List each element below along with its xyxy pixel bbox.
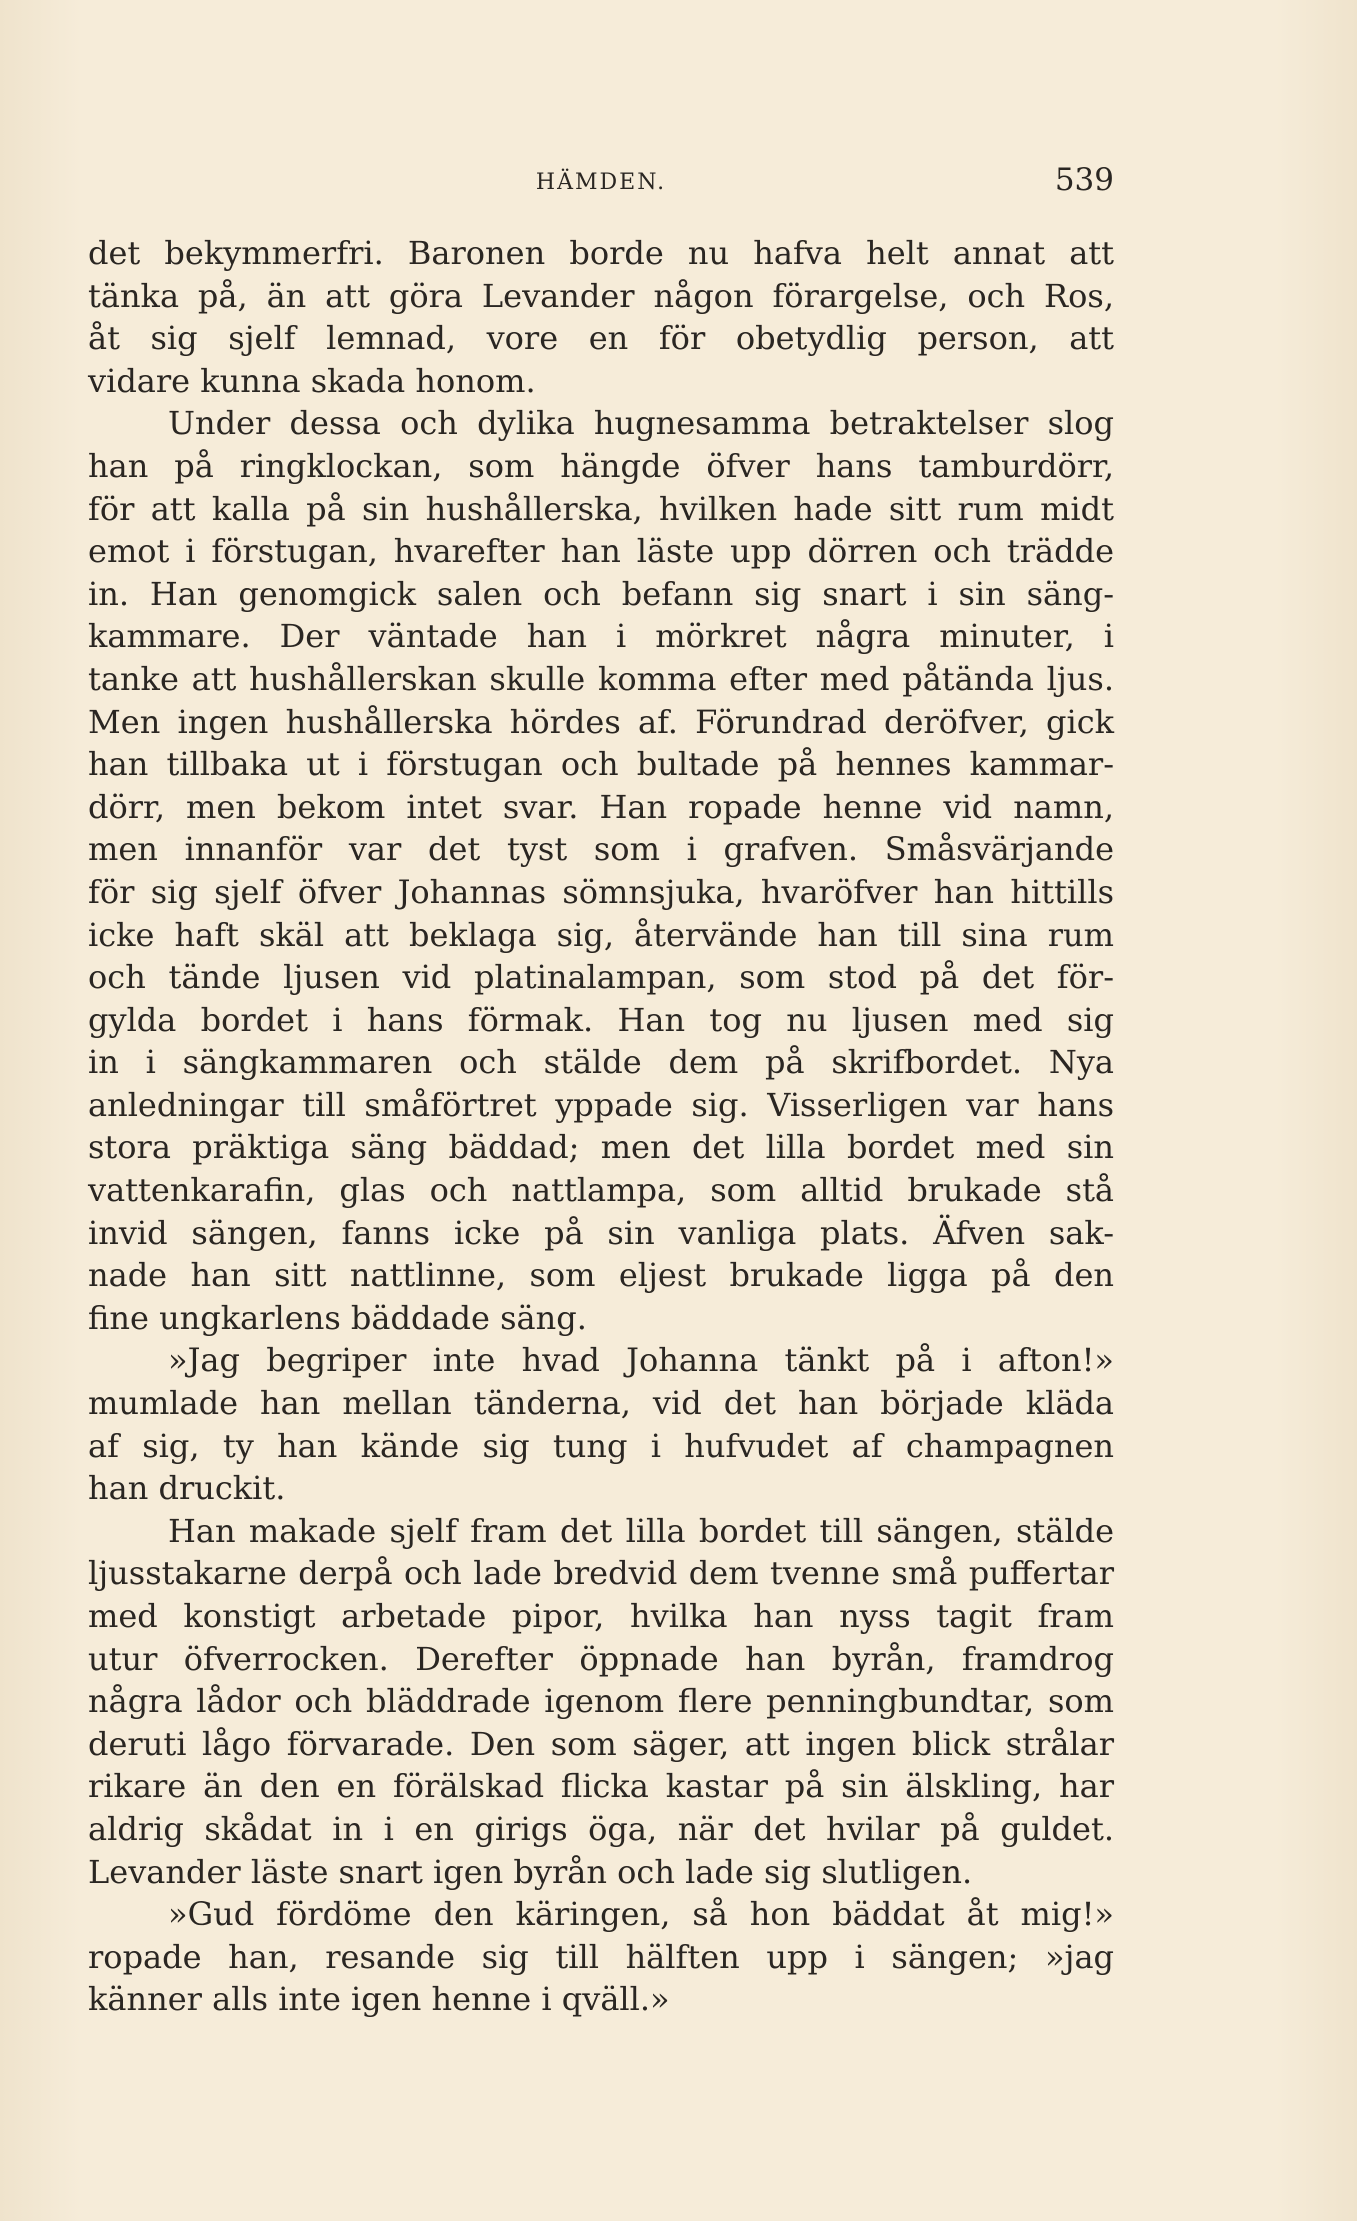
text-line: mumlade han mellan tänderna, vid det han började kläda [88,1384,1114,1423]
text-line: för sig sjelf öfver Johannas sömnsjuka, hvaröfver han hittills [88,872,1114,911]
text-line: stora präktiga säng bäddad; men det lilla bordet med sin [88,1128,1114,1167]
text-line: han tillbaka ut i förstugan och bultade på hennes kammar- [88,745,1114,784]
text-line: aldrig skådat in i en girigs öga, när det hvilar på guldet. [88,1809,1114,1848]
running-title: HÄMDEN. [535,170,667,195]
text-line: emot i förstugan, hvarefter han läste upp dörren och trädde [88,532,1114,571]
text-line: anledningar till småförtret yppade sig. Visserligen var hans [88,1085,1114,1124]
text-line: åt sig sjelf lemnad, vore en för obetydlig person, att [88,319,1114,358]
text-line: »Gud fördöme den käringen, så hon bäddat åt mig!» [168,1895,1114,1934]
text-line: för att kalla på sin hushållerska, hvilken hade sitt rum midt [88,489,1114,528]
page-number: 539 [1054,162,1114,198]
text-line: han druckit. [88,1469,286,1508]
text-line: deruti lågo förvarade. Den som säger, att ingen blick strålar [88,1724,1114,1763]
text-line: af sig, ty han kände sig tung i hufvudet af champagnen [88,1426,1114,1465]
text-line: »Jag begriper inte hvad Johanna tänkt på i afton!» [168,1341,1114,1380]
text-line: in i sängkammaren och stälde dem på skrifbordet. Nya [88,1043,1114,1082]
text-line: rikare än den en förälskad flicka kastar på sin älskling, har [88,1767,1114,1806]
text-line: Under dessa och dylika hugnesamma betraktelser slog [168,404,1114,443]
text-line: invid sängen, fanns icke på sin vanliga plats. Äfven sak- [88,1213,1114,1252]
text-line: några lådor och bläddrade igenom flere penningbundtar, som [88,1682,1114,1721]
text-line: med konstigt arbetade pipor, hvilka han nyss tagit fram [88,1597,1114,1635]
text-line: fine ungkarlens bäddade säng. [88,1298,587,1337]
text-line: kammare. Der väntade han i mörkret några minuter, i [88,617,1114,656]
text-line: tanke att hushållerskan skulle komma efter med påtända ljus. [88,659,1114,698]
running-head [88,162,1114,202]
text-line: gylda bordet i hans förmak. Han tog nu ljusen med sig [88,1000,1114,1039]
text-line: det bekymmerfri. Baronen borde nu hafva helt annat att [88,234,1114,272]
text-line: Levander läste snart igen byrån och lade sig slutligen. [88,1852,973,1891]
text-line: tänka på, än att göra Levander någon förargelse, och Ros, [88,276,1114,315]
text-line: ropade han, resande sig till hälften upp i sängen; »jag [88,1937,1114,1976]
text-line: Men ingen hushållerska hördes af. Förundrad deröfver, gick [88,702,1114,741]
text-line: utur öfverrocken. Derefter öppnade han byrån, framdrog [88,1639,1114,1678]
text-line: ljusstakarne derpå och lade bredvid dem tvenne små puffertar [88,1554,1114,1593]
body-text [88,232,1114,2021]
text-line: känner alls inte igen henne i qväll.» [88,1980,670,2019]
text-line: dörr, men bekom intet svar. Han ropade henne vid namn, [88,787,1114,826]
text-line: Han makade sjelf fram det lilla bordet till sängen, stälde [168,1511,1114,1550]
text-line: han på ringklockan, som hängde öfver hans tamburdörr, [88,446,1114,485]
text-line: vattenkarafin, glas och nattlampa, som alltid brukade stå [88,1171,1114,1210]
text-line: vidare kunna skada honom. [88,361,536,400]
text-line: icke haft skäl att beklaga sig, återvände han till sina rum [88,915,1114,954]
text-line: men innanför var det tyst som i grafven. Småsvärjande [88,830,1114,869]
text-line: och tände ljusen vid platinalampan, som stod på det för- [88,958,1114,997]
text-line: nade han sitt nattlinne, som eljest brukade ligga på den [88,1256,1114,1295]
text-line: in. Han genomgick salen och befann sig snart i sin säng- [88,574,1114,613]
